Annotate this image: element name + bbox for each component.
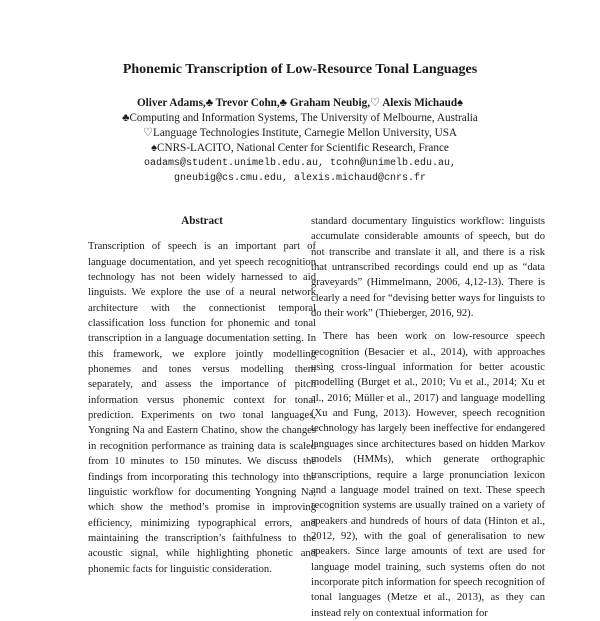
affiliation-cmu: ♡Language Technologies Institute, Carnegie Mellon University, USA (142, 127, 458, 139)
author-emails-line-1: oadams@student.unimelb.edu.au, tcohn@unimelb.edu.au, (143, 158, 457, 169)
related-work-paragraph: There has been work on low-resource speech recognition (Besacier et al., 2014), with approaches using cross-lingual information for better acoustic modelling (Burget et al., 2010; Vu et al., 2014; Xu et al., 2016; Müller et al., 2017) and language modelling (Xu and Fung, 2013). However, speech recognition technology has largely been ineffective for endangered languages since architectures based on hidden Markov models (HMMs), which generate orthographic transcriptions, require a large pronunciation lexicon and a language model trained on text. These speech recognition systems are usually trained on a variety of speakers and hundreds of hours of data (Hinton et al., 2012, 92), with the goal of generalisation to new speakers. Since large amounts of text are used for language model training, such systems often do not incorporate pitch information for speech recognition of tonal languages (Metze et al., 2013), as they can instead rely on contextual information for (311, 331, 545, 619)
author-emails-line-2: gneubig@cs.cmu.edu, alexis.michaud@cnrs.fr (173, 173, 427, 184)
affiliation-melbourne: ♣Computing and Information Systems, The University of Melbourne, Australia (122, 112, 478, 124)
paper-title: Phonemic Transcription of Low-Resource Tonal Languages (122, 62, 478, 77)
author-block (0, 96, 600, 186)
affiliation-cnrs: ♠CNRS-LACITO, National Center for Scientific Research, France (151, 142, 449, 154)
author-names: Oliver Adams,♣ Trevor Cohn,♣ Graham Neubig,♡ Alexis Michaud♠ (136, 97, 464, 109)
left-column (88, 214, 316, 577)
abstract-text: Transcription of speech is an important part of language documentation, and yet speech recognition technology has not been widely harnessed to aid linguists. We explore the use of a neural network architecture with the connectionist temporal classification loss function for phonemic and tonal transcription in a language documentation setting. In this framework, we explore jointly modelling phonemes and tones versus modelling them separately, and assess the importance of pitch information versus phonemic context for tonal prediction. Experiments on two tonal languages, Yongning Na and Eastern Chatino, show the changes in recognition performance as training data is scaled from 10 minutes to 150 minutes. We discuss the findings from incorporating this technology into the linguistic workflow for documenting Yongning Na, which show the method’s promise in improving efficiency, minimizing typographical errors, and maintaining the transcription’s faithfulness to the acoustic signal, while highlighting phonetic and phonemic facts for linguistic consideration. (88, 241, 316, 575)
right-column (311, 214, 545, 621)
intro-paragraph-continued: standard documentary linguistics workflow: linguists accumulate considerable amounts of speech, but do not transcribe and translate it all, and there is a risk that untranscribed recordings could end up as “data graveyards” (Himmelmann, 2006, 4,12-13). There is clearly a need for “devising better ways for linguists to do their work” (Thieberger, 2016, 92). (311, 216, 545, 320)
abstract-heading: Abstract (181, 215, 223, 227)
